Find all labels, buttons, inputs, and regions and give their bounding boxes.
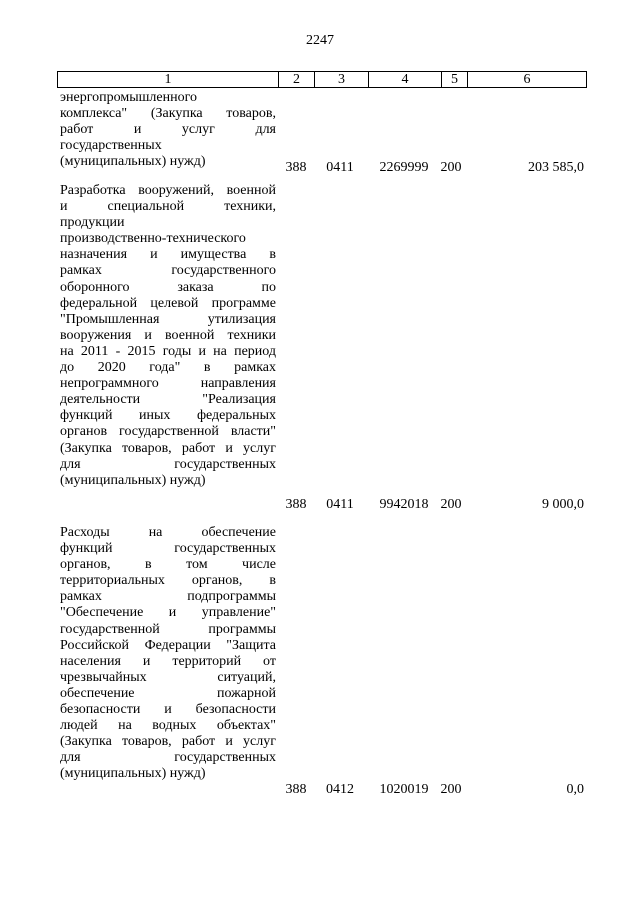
description-line: работ и услуг для bbox=[60, 122, 276, 138]
column-header-3: 3 bbox=[315, 72, 369, 87]
ministry-code: 388 bbox=[285, 497, 307, 512]
target-code: 2269999 bbox=[379, 160, 429, 175]
description-line: органов государственной власти" bbox=[60, 424, 276, 440]
row-description bbox=[60, 525, 276, 783]
column-header-1: 1 bbox=[58, 72, 279, 87]
target-code: 9942018 bbox=[379, 497, 429, 512]
description-line: органов, в том числе bbox=[60, 557, 276, 573]
description-line: функций государственных bbox=[60, 541, 276, 557]
row-description bbox=[60, 90, 276, 170]
table-header bbox=[57, 71, 587, 88]
description-line: и специальной техники, bbox=[60, 199, 276, 215]
amount: 0,0 bbox=[566, 782, 584, 797]
description-line: населения и территорий от bbox=[60, 653, 276, 669]
description-line: (муниципальных) нужд) bbox=[60, 472, 206, 488]
description-line: назначения и имущества в bbox=[60, 247, 276, 263]
description-line: вооружения и военной техники bbox=[60, 327, 276, 343]
expense-type-code: 200 bbox=[440, 782, 462, 797]
description-line: чрезвычайных ситуаций, bbox=[60, 669, 276, 685]
description-line: производственно-технического bbox=[60, 231, 246, 247]
target-code: 1020019 bbox=[379, 782, 429, 797]
description-line: рамках подпрограммы bbox=[60, 589, 276, 605]
description-line: федеральной целевой программе bbox=[60, 295, 276, 311]
section-code: 0411 bbox=[326, 160, 354, 175]
column-header-5: 5 bbox=[442, 72, 468, 87]
expense-type-code: 200 bbox=[440, 497, 462, 512]
description-line: комплекса" (Закупка товаров, bbox=[60, 106, 276, 122]
description-line: (муниципальных) нужд) bbox=[60, 154, 206, 170]
description-line: оборонного заказа по bbox=[60, 279, 276, 295]
column-header-6: 6 bbox=[523, 72, 531, 87]
description-line: обеспечение пожарной bbox=[60, 685, 276, 701]
section-code: 0411 bbox=[326, 497, 354, 512]
description-line: на 2011 - 2015 годы и на период bbox=[60, 343, 276, 359]
description-line: Расходы на обеспечение bbox=[60, 525, 276, 540]
description-line: государственной программы bbox=[60, 621, 276, 637]
page-number: 2247 bbox=[306, 33, 334, 48]
description-line: деятельности "Реализация bbox=[60, 392, 276, 408]
amount: 203 585,0 bbox=[528, 160, 584, 175]
section-code: 0412 bbox=[326, 782, 354, 797]
row-description bbox=[60, 183, 276, 489]
description-line: рамках государственного bbox=[60, 263, 276, 279]
column-header-2: 2 bbox=[279, 72, 315, 87]
description-line: функций иных федеральных bbox=[60, 408, 276, 424]
description-line: Российской Федерации "Защита bbox=[60, 637, 276, 653]
description-line: до 2020 года" в рамках bbox=[60, 360, 276, 376]
description-line: непрограммного направления bbox=[60, 376, 276, 392]
expense-type-code: 200 bbox=[440, 160, 462, 175]
description-line: для государственных bbox=[60, 750, 276, 766]
description-line: (муниципальных) нужд) bbox=[60, 766, 206, 782]
description-line: (Закупка товаров, работ и услуг bbox=[60, 440, 276, 456]
description-line: для государственных bbox=[60, 456, 276, 472]
description-line: (Закупка товаров, работ и услуг bbox=[60, 734, 276, 750]
description-line: территориальных органов, в bbox=[60, 573, 276, 589]
ministry-code: 388 bbox=[285, 160, 307, 175]
description-line: Разработка вооружений, военной bbox=[60, 183, 276, 198]
column-header-4: 4 bbox=[369, 72, 442, 87]
amount: 9 000,0 bbox=[542, 497, 584, 512]
description-line: людей на водных объектах" bbox=[60, 718, 276, 734]
description-line: "Промышленная утилизация bbox=[60, 311, 276, 327]
ministry-code: 388 bbox=[285, 782, 307, 797]
description-line: государственных bbox=[60, 138, 162, 154]
description-line: продукции bbox=[60, 215, 125, 231]
description-line: "Обеспечение и управление" bbox=[60, 605, 276, 621]
description-line: энергопромышленного bbox=[60, 90, 197, 105]
description-line: безопасности и безопасности bbox=[60, 702, 276, 718]
